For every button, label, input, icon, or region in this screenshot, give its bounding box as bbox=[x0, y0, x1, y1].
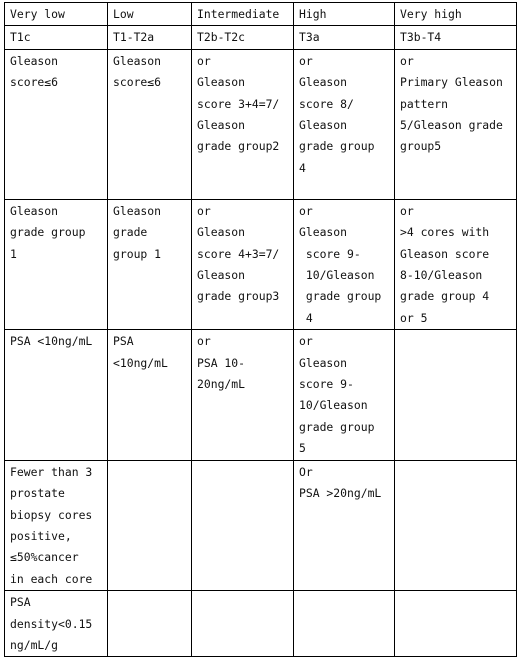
table-cell-low bbox=[108, 49, 192, 199]
cell-text-line: Gleason bbox=[299, 225, 348, 240]
table-cell-low bbox=[108, 591, 192, 657]
cell-text-line: Gleason bbox=[10, 203, 59, 218]
cell-text-line: or bbox=[299, 203, 313, 218]
cell-text-line: Gleason bbox=[197, 118, 246, 133]
cell-text-line: group 1 bbox=[113, 246, 162, 261]
cell-text-line: 10/Gleason bbox=[299, 268, 375, 283]
table-cell-intermediate bbox=[192, 199, 294, 329]
cell-text-line: or bbox=[299, 53, 313, 68]
cell-text-line: 8-10/Gleason bbox=[400, 268, 483, 283]
cell-text-line: 4 bbox=[299, 160, 306, 175]
table-cell-low bbox=[108, 330, 192, 460]
cell-text-line: PSA <10ng/mL bbox=[10, 334, 93, 349]
cell-text-line: in each core bbox=[10, 571, 93, 586]
cell-text-line: Gleason bbox=[197, 225, 246, 240]
cell-text-line: >4 cores with bbox=[400, 225, 490, 240]
table-cell-very-high bbox=[395, 26, 517, 49]
table-row bbox=[5, 460, 517, 590]
cell-text-line: T3a bbox=[299, 30, 320, 45]
cell-text-line: Gleason bbox=[10, 53, 59, 68]
cell-text-line: PSA >20ng/mL bbox=[299, 486, 382, 501]
header-cell-low bbox=[108, 3, 192, 26]
table-cell-high bbox=[294, 330, 395, 460]
table-row bbox=[5, 330, 517, 460]
cell-text-line: High bbox=[299, 7, 327, 21]
table-cell-very-high bbox=[395, 49, 517, 199]
cell-text-line: grade group bbox=[10, 225, 86, 240]
table-cell-low bbox=[108, 199, 192, 329]
cell-text-line: T1c bbox=[10, 30, 31, 45]
cell-text-line: T1-T2a bbox=[113, 30, 155, 45]
table-cell-low bbox=[108, 26, 192, 49]
table-row bbox=[5, 49, 517, 199]
cell-text-line: 4 bbox=[299, 310, 313, 325]
cell-text-line: density<0.15 bbox=[10, 616, 93, 631]
table-cell-high bbox=[294, 49, 395, 199]
cell-text-line: Low bbox=[113, 7, 134, 21]
table-cell-very-low bbox=[5, 591, 108, 657]
cell-text-line: Gleason bbox=[197, 268, 246, 283]
cell-text-line: Very low bbox=[10, 7, 65, 21]
table-cell-high bbox=[294, 591, 395, 657]
cell-text-line: Gleason bbox=[113, 203, 162, 218]
cell-text-line: score 9- bbox=[299, 377, 354, 392]
cell-text-line: Or bbox=[299, 464, 313, 479]
table-cell-very-low bbox=[5, 330, 108, 460]
cell-text-line: Gleason bbox=[113, 53, 162, 68]
cell-text-line: score 9- bbox=[299, 246, 361, 261]
cell-text-line: PSA bbox=[113, 334, 134, 349]
cell-text-line: score 8/ bbox=[299, 96, 354, 111]
cell-text-line: 1 bbox=[10, 246, 17, 261]
cell-text-line: score≤6 bbox=[10, 75, 59, 90]
header-cell-very-high bbox=[395, 3, 517, 26]
table-cell-intermediate bbox=[192, 591, 294, 657]
cell-text-line: Primary Gleason bbox=[400, 75, 503, 90]
header-row bbox=[5, 3, 517, 26]
table-cell-high bbox=[294, 199, 395, 329]
table-cell-very-low bbox=[5, 460, 108, 590]
table-row bbox=[5, 199, 517, 329]
cell-text-line: ≤50%cancer bbox=[10, 550, 79, 565]
cell-text-line: or bbox=[197, 334, 211, 349]
cell-text-line: Intermediate bbox=[197, 7, 280, 21]
table-cell-very-high bbox=[395, 199, 517, 329]
cell-text-line: biopsy cores bbox=[10, 507, 93, 522]
table-cell-low bbox=[108, 460, 192, 590]
cell-text-line: Gleason bbox=[299, 75, 348, 90]
cell-text-line: grade group3 bbox=[197, 289, 280, 304]
cell-text-line: 5 bbox=[299, 441, 306, 456]
cell-text-line: score 4+3=7/ bbox=[197, 246, 280, 261]
cell-text-line: or bbox=[197, 203, 211, 218]
cell-text-line: T3b-T4 bbox=[400, 30, 442, 45]
cell-text-line: <10ng/mL bbox=[113, 355, 168, 370]
cell-text-line: score≤6 bbox=[113, 75, 162, 90]
risk-classification-table bbox=[4, 2, 517, 657]
table-cell-very-high bbox=[395, 330, 517, 460]
cell-text-line: or 5 bbox=[400, 310, 428, 325]
table-cell-intermediate bbox=[192, 26, 294, 49]
cell-text-line: Fewer than 3 bbox=[10, 464, 93, 479]
cell-text-line: Gleason score bbox=[400, 246, 490, 261]
cell-text-line: positive, bbox=[10, 528, 72, 543]
cell-text-line: prostate bbox=[10, 486, 65, 501]
table-cell-high bbox=[294, 460, 395, 590]
cell-text-line: Very high bbox=[400, 7, 462, 21]
table-cell-very-high bbox=[395, 591, 517, 657]
cell-text-line: 10/Gleason bbox=[299, 398, 368, 413]
cell-text-line: or bbox=[197, 53, 211, 68]
cell-text-line: grade group 4 bbox=[400, 289, 490, 304]
table-cell-high bbox=[294, 26, 395, 49]
header-cell-very-low bbox=[5, 3, 108, 26]
table-cell-intermediate bbox=[192, 460, 294, 590]
cell-text-line: PSA bbox=[10, 595, 31, 610]
header-cell-intermediate bbox=[192, 3, 294, 26]
cell-text-line: grade bbox=[113, 225, 148, 240]
table-cell-very-low bbox=[5, 199, 108, 329]
table-row bbox=[5, 591, 517, 657]
cell-text-line: T2b-T2c bbox=[197, 30, 246, 45]
cell-text-line: pattern bbox=[400, 96, 449, 111]
cell-text-line: score 3+4=7/ bbox=[197, 96, 280, 111]
cell-text-line: Gleason bbox=[299, 118, 348, 133]
table-cell-very-low bbox=[5, 26, 108, 49]
cell-text-line: grade group bbox=[299, 139, 375, 154]
cell-text-line: PSA 10- bbox=[197, 355, 246, 370]
header-cell-high bbox=[294, 3, 395, 26]
cell-text-line: or bbox=[400, 53, 414, 68]
cell-text-line: grade group bbox=[299, 289, 382, 304]
table-body bbox=[5, 3, 517, 657]
table-row bbox=[5, 26, 517, 49]
table-cell-very-low bbox=[5, 49, 108, 199]
cell-text-line: 20ng/mL bbox=[197, 377, 246, 392]
cell-text-line: grade group bbox=[299, 419, 375, 434]
cell-text-line: grade group2 bbox=[197, 139, 280, 154]
cell-text-line: ng/mL/g bbox=[10, 637, 59, 652]
cell-text-line: Gleason bbox=[299, 355, 348, 370]
table-cell-intermediate bbox=[192, 330, 294, 460]
cell-text-line: group5 bbox=[400, 139, 442, 154]
cell-text-line: 5/Gleason grade bbox=[400, 118, 503, 133]
table-cell-intermediate bbox=[192, 49, 294, 199]
cell-text-line: or bbox=[400, 203, 414, 218]
cell-text-line: Gleason bbox=[197, 75, 246, 90]
cell-text-line: or bbox=[299, 334, 313, 349]
table-cell-very-high bbox=[395, 460, 517, 590]
